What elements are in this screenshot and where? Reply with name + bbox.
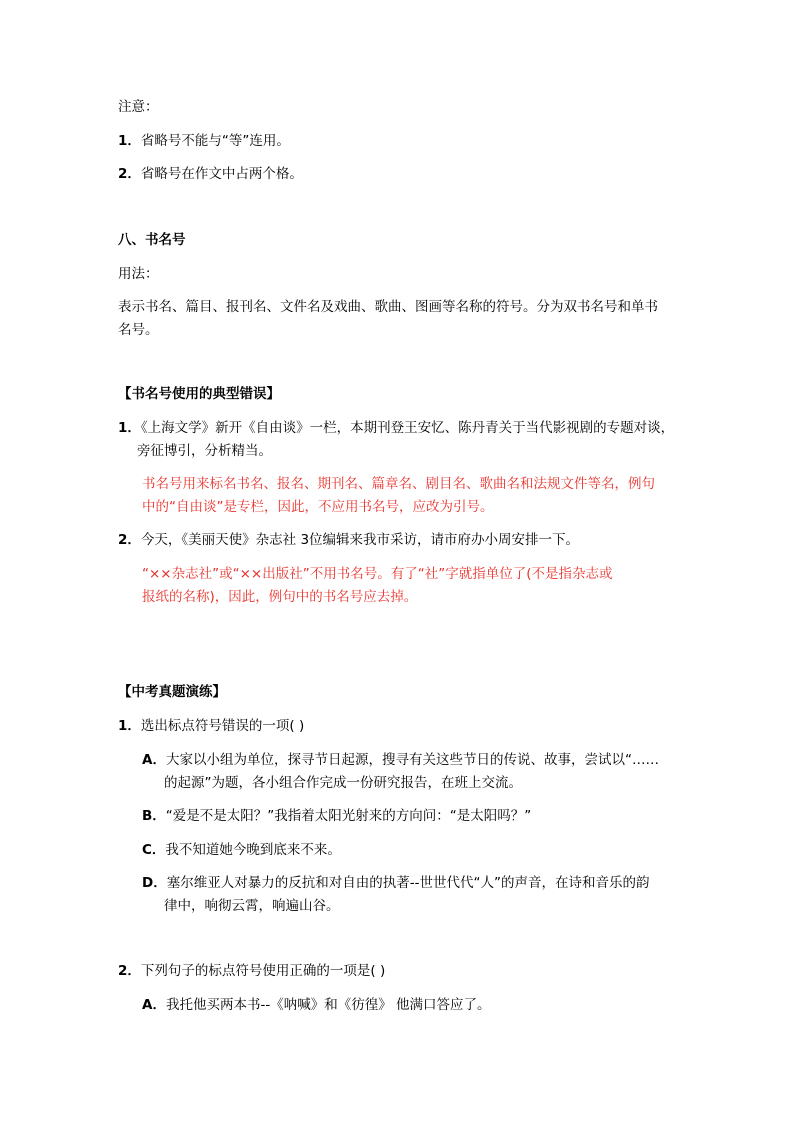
q1-option-d-line-2: 律中，响彻云霄，响遍山谷。 (164, 898, 340, 914)
usage-label: 用法： (118, 266, 159, 282)
note-heading: 注意： (118, 99, 159, 115)
error-item-2-line-1 (118, 527, 579, 553)
option-label: A． (142, 997, 166, 1013)
error-explanation-2-line-1: “××杂志社”或“××出版社”不用书名号。有了“社”字就指单位了(不是指杂志或 (142, 566, 613, 582)
section-title: 八、书名号 (118, 232, 186, 248)
error-explanation-2-line-2: 报纸的名称)，因此，例句中的书名号应去掉。 (142, 589, 418, 605)
note-item-number: 2． (118, 166, 141, 182)
exam-question-1 (118, 713, 304, 739)
question-stem: 选出标点符号错误的一项( ) (140, 718, 305, 734)
question-stem: 下列句子的标点符号使用正确的一项是( ) (140, 963, 386, 979)
error-explanation-1-line-1: 书名号用来标名书名、报名、期刊名、篇章名、剧目名、歌曲名和法规文件等名，例句 (142, 476, 655, 492)
option-text: “爱是不是太阳？”我指着太阳光射来的方向问：“是太阳吗？” (165, 808, 532, 824)
note-item-2 (118, 161, 303, 187)
usage-text-line-1: 表示书名、篇目、报刊名、文件名及戏曲、歌曲、图画等名称的符号。分为双书名号和单书 (118, 299, 658, 315)
note-item-text: 省略号不能与“等”连用。 (140, 133, 290, 149)
question-number: 2． (118, 963, 141, 979)
usage-text-line-2: 名号。 (118, 322, 159, 338)
option-label: B． (142, 808, 166, 824)
error-item-number: 1． (118, 420, 141, 436)
q1-option-c (142, 837, 341, 863)
error-item-text: 《上海文学》新开《自由谈》一栏，本期刊登王安忆、陈丹青关于当代影视剧的专题对谈， (140, 420, 675, 436)
note-item-number: 1． (118, 133, 141, 149)
error-explanation-1-line-2: 中的“自由谈”是专栏，因此，不应用书名号，应改为引号。 (142, 499, 494, 515)
option-text: 大家以小组为单位，探寻节日起源，搜寻有关这些节日的传说、故事，尝试以“…… (165, 752, 659, 768)
error-item-text: 今天，《美丽天使》杂志社 3位编辑来我市采访，请市府办小周安排一下。 (140, 532, 580, 548)
exam-question-2 (118, 958, 385, 984)
q1-option-b (142, 803, 531, 829)
option-label: D． (142, 875, 167, 891)
question-number: 1． (118, 718, 141, 734)
exam-heading: 【中考真题演练】 (118, 684, 226, 700)
note-item-1 (118, 128, 290, 154)
option-label: C． (142, 842, 166, 858)
note-item-text: 省略号在作文中占两个格。 (140, 166, 303, 182)
error-item-number: 2． (118, 532, 141, 548)
option-text: 我不知道她今晚到底来不来。 (165, 842, 341, 858)
option-text: 我托他买两本书--《呐喊》和《彷徨》 他满口答应了。 (165, 997, 491, 1013)
option-text: 塞尔维亚人对暴力的反抗和对自由的执著--世世代代“人”的声音，在诗和音乐的韵 (166, 875, 650, 891)
q2-option-a (142, 992, 491, 1018)
option-label: A． (142, 752, 166, 768)
q1-option-a-line-2: 的起源”为题，各小组合作完成一份研究报告，在班上交流。 (164, 775, 522, 791)
errors-heading: 【书名号使用的典型错误】 (118, 386, 280, 402)
error-item-1-line-2: 旁征博引，分析精当。 (137, 443, 272, 459)
